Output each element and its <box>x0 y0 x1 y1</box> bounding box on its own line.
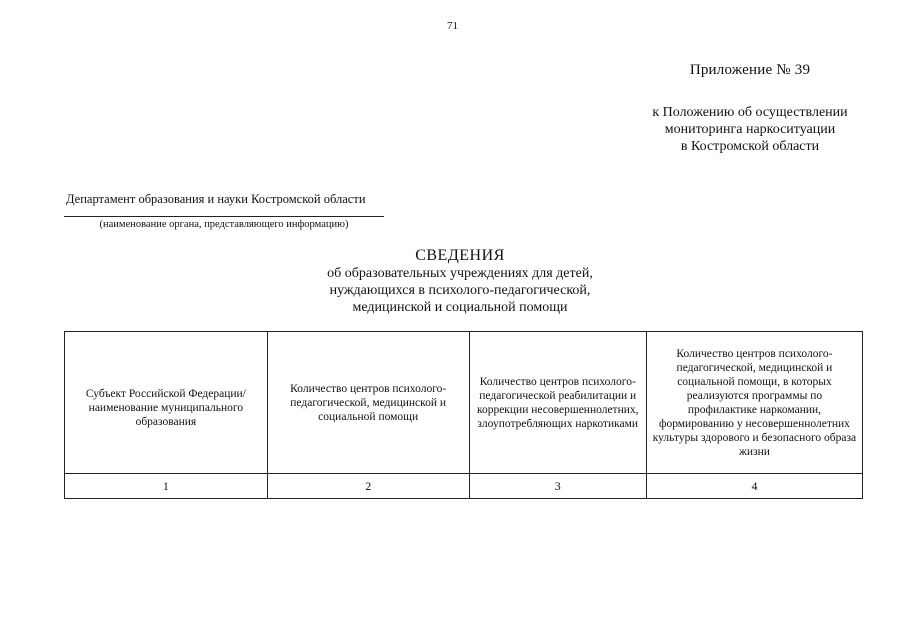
heading-title: СВЕДЕНИЯ <box>415 247 505 264</box>
appendix-ref-line: в Костромской области <box>680 139 820 154</box>
column-number-cell: 2 <box>267 474 469 499</box>
appendix-reference <box>620 104 880 155</box>
heading-subtitle-line: об образовательных учреждениях для детей, <box>327 266 593 281</box>
organization-underline <box>64 216 384 217</box>
appendix-ref-line: мониторинга наркоситуации <box>664 122 836 137</box>
header-cell-subject: Субъект Российской Федерации/наименование муниципального образования <box>65 332 268 474</box>
header-cell-rehab-centers: Количество центров психолого-педагогической реабилитации и коррекции несовершеннолетних, злоупотребляющих наркотиками <box>469 332 646 474</box>
heading-subtitle-line: нуждающихся в психолого-педагогической, <box>329 283 591 298</box>
appendix-title: Приложение № 39 <box>689 62 811 78</box>
heading-subtitle-line: медицинской и социальной помощи <box>352 300 568 315</box>
column-number-cell: 4 <box>646 474 862 499</box>
table-number-row <box>65 474 863 499</box>
column-number-cell: 3 <box>469 474 646 499</box>
organization-caption: (наименование органа, представляющего информацию) <box>99 219 349 230</box>
column-number-cell: 1 <box>65 474 268 499</box>
organization-name: Департамент образования и науки Костромской области <box>66 192 366 206</box>
page-number: 71 <box>447 20 458 32</box>
table-header-row <box>65 332 863 474</box>
report-table <box>64 331 863 499</box>
appendix-ref-line: к Положению об осуществлении <box>652 105 848 120</box>
header-cell-centers-count: Количество центров психолого-педагогической, медицинской и социальной помощи <box>267 332 469 474</box>
header-cell-prevention-centers: Количество центров психолого-педагогической, медицинской и социальной помощи, в которых реализуются программы по профилактике наркомании, формированию у несовершеннолетних культуры здорового и безопасного образа жизни <box>646 332 862 474</box>
document-heading <box>250 246 670 316</box>
